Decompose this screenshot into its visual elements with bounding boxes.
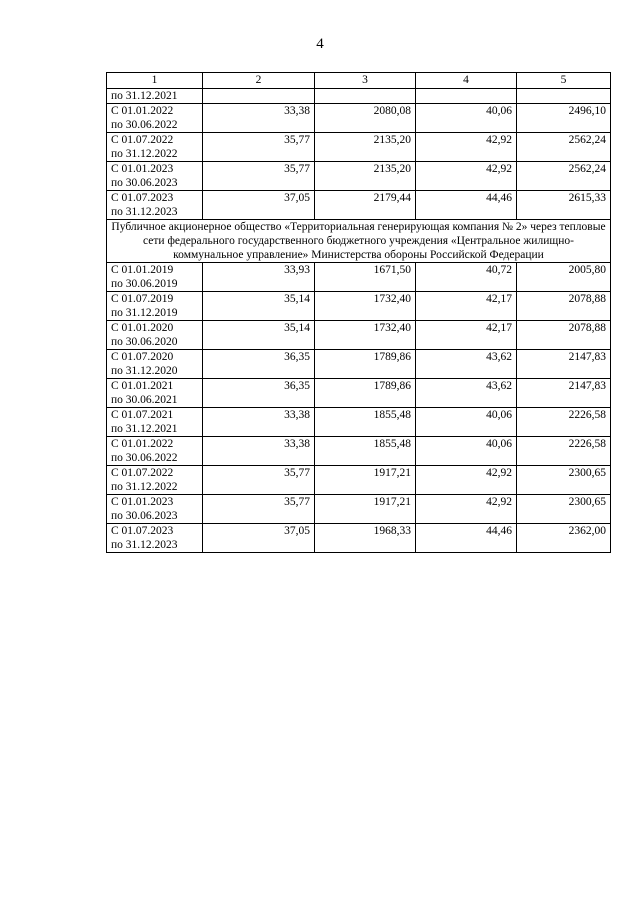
value-cell: 1855,48	[315, 408, 416, 437]
table-row	[107, 321, 611, 350]
value-cell: 35,77	[203, 495, 315, 524]
value-cell: 33,38	[203, 408, 315, 437]
value-cell: 2300,65	[517, 466, 611, 495]
column-header: 4	[416, 73, 517, 89]
column-header: 2	[203, 73, 315, 89]
value-cell: 42,92	[416, 495, 517, 524]
value-cell: 37,05	[203, 191, 315, 220]
value-cell: 2362,00	[517, 524, 611, 553]
value-cell: 42,17	[416, 292, 517, 321]
period-start: С 01.07.2021	[111, 409, 174, 421]
value-cell	[517, 89, 611, 104]
value-cell: 1968,33	[315, 524, 416, 553]
table-row	[107, 263, 611, 292]
table-row	[107, 437, 611, 466]
period-cell	[107, 408, 203, 437]
value-cell: 1789,86	[315, 379, 416, 408]
period-cell	[107, 89, 203, 104]
column-header: 1	[107, 73, 203, 89]
tariff-table	[106, 72, 611, 553]
period-end: по 30.06.2021	[111, 394, 178, 406]
table-row	[107, 292, 611, 321]
table-row	[107, 89, 611, 104]
period-end: по 31.12.2019	[111, 307, 178, 319]
value-cell: 1917,21	[315, 495, 416, 524]
period-end: по 30.06.2020	[111, 336, 178, 348]
value-cell: 42,17	[416, 321, 517, 350]
period-end: по 31.12.2021	[111, 90, 178, 102]
period-start: С 01.01.2020	[111, 322, 174, 334]
period-cell	[107, 350, 203, 379]
value-cell: 2135,20	[315, 162, 416, 191]
value-cell: 2135,20	[315, 133, 416, 162]
period-cell	[107, 321, 203, 350]
period-start: С 01.07.2023	[111, 525, 174, 537]
value-cell: 44,46	[416, 524, 517, 553]
table-row	[107, 191, 611, 220]
column-header: 5	[517, 73, 611, 89]
table-body	[107, 89, 611, 553]
period-start: С 01.01.2022	[111, 438, 174, 450]
value-cell: 35,77	[203, 162, 315, 191]
value-cell: 33,38	[203, 437, 315, 466]
value-cell: 2615,33	[517, 191, 611, 220]
value-cell: 2078,88	[517, 321, 611, 350]
section-header-row	[107, 220, 611, 263]
period-cell	[107, 292, 203, 321]
value-cell: 2300,65	[517, 495, 611, 524]
period-cell	[107, 162, 203, 191]
value-cell: 36,35	[203, 379, 315, 408]
value-cell	[315, 89, 416, 104]
value-cell	[203, 89, 315, 104]
period-cell	[107, 437, 203, 466]
period-cell	[107, 379, 203, 408]
period-end: по 31.12.2022	[111, 481, 178, 493]
period-start: С 01.01.2023	[111, 163, 174, 175]
value-cell: 40,06	[416, 437, 517, 466]
section-title: Публичное акционерное общество «Территориальная генерирующая компания № 2» через тепловые сети федерального государственного бюджетного учреждения «Центральное жилищно-коммунальное управление» Министерства обороны Российской Федерации	[107, 220, 611, 263]
period-end: по 31.12.2020	[111, 365, 178, 377]
period-cell	[107, 191, 203, 220]
period-end: по 31.12.2023	[111, 539, 178, 551]
period-cell	[107, 263, 203, 292]
value-cell: 33,38	[203, 104, 315, 133]
value-cell: 2226,58	[517, 437, 611, 466]
value-cell: 35,14	[203, 321, 315, 350]
value-cell: 2078,88	[517, 292, 611, 321]
period-start: С 01.01.2023	[111, 496, 174, 508]
value-cell: 2226,58	[517, 408, 611, 437]
period-end: по 30.06.2022	[111, 119, 178, 131]
value-cell	[416, 89, 517, 104]
period-start: С 01.01.2021	[111, 380, 174, 392]
value-cell: 35,14	[203, 292, 315, 321]
value-cell: 2562,24	[517, 133, 611, 162]
value-cell: 42,92	[416, 466, 517, 495]
table-row	[107, 104, 611, 133]
table-row	[107, 495, 611, 524]
value-cell: 1732,40	[315, 321, 416, 350]
value-cell: 1789,86	[315, 350, 416, 379]
table-row	[107, 524, 611, 553]
period-end: по 30.06.2023	[111, 510, 178, 522]
period-start: С 01.07.2023	[111, 192, 174, 204]
value-cell: 33,93	[203, 263, 315, 292]
value-cell: 2147,83	[517, 379, 611, 408]
value-cell: 44,46	[416, 191, 517, 220]
column-header: 3	[315, 73, 416, 89]
period-start: С 01.07.2022	[111, 134, 174, 146]
period-start: С 01.01.2019	[111, 264, 174, 276]
period-cell	[107, 495, 203, 524]
value-cell: 2496,10	[517, 104, 611, 133]
table-row	[107, 466, 611, 495]
period-start: С 01.01.2022	[111, 105, 174, 117]
value-cell: 2179,44	[315, 191, 416, 220]
value-cell: 43,62	[416, 350, 517, 379]
value-cell: 40,06	[416, 408, 517, 437]
period-cell	[107, 133, 203, 162]
value-cell: 40,72	[416, 263, 517, 292]
period-end: по 31.12.2022	[111, 148, 178, 160]
value-cell: 43,62	[416, 379, 517, 408]
period-cell	[107, 104, 203, 133]
value-cell: 1917,21	[315, 466, 416, 495]
period-end: по 30.06.2023	[111, 177, 178, 189]
period-cell	[107, 524, 203, 553]
table-row	[107, 379, 611, 408]
period-start: С 01.07.2019	[111, 293, 174, 305]
table-row	[107, 133, 611, 162]
value-cell: 37,05	[203, 524, 315, 553]
value-cell: 2147,83	[517, 350, 611, 379]
value-cell: 1732,40	[315, 292, 416, 321]
value-cell: 2005,80	[517, 263, 611, 292]
period-end: по 31.12.2021	[111, 423, 178, 435]
value-cell: 1671,50	[315, 263, 416, 292]
period-cell	[107, 466, 203, 495]
value-cell: 42,92	[416, 133, 517, 162]
page-number: 4	[316, 36, 324, 52]
value-cell: 2080,08	[315, 104, 416, 133]
value-cell: 1855,48	[315, 437, 416, 466]
period-end: по 30.06.2022	[111, 452, 178, 464]
value-cell: 35,77	[203, 133, 315, 162]
period-end: по 31.12.2023	[111, 206, 178, 218]
period-start: С 01.07.2022	[111, 467, 174, 479]
table-row	[107, 408, 611, 437]
period-end: по 30.06.2019	[111, 278, 178, 290]
value-cell: 42,92	[416, 162, 517, 191]
table-row	[107, 350, 611, 379]
table-row	[107, 162, 611, 191]
value-cell: 35,77	[203, 466, 315, 495]
period-start: С 01.07.2020	[111, 351, 174, 363]
table-header-row	[107, 73, 611, 89]
value-cell: 36,35	[203, 350, 315, 379]
value-cell: 40,06	[416, 104, 517, 133]
value-cell: 2562,24	[517, 162, 611, 191]
